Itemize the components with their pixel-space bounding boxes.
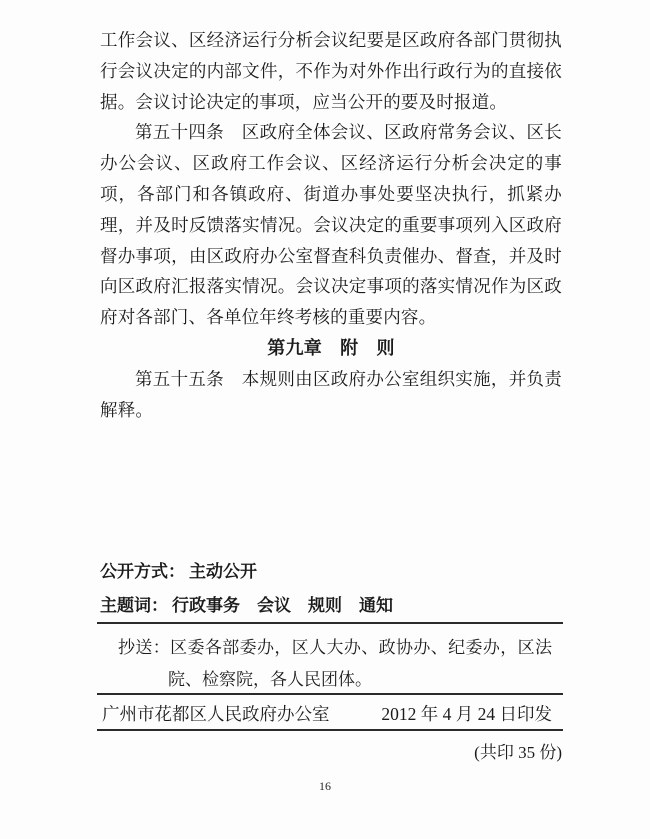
publicity-method-label: 公开方式： [100,562,185,581]
keywords-label: 主题词： [100,596,168,615]
keywords-line [100,591,563,616]
issuer-row [102,701,552,726]
cc-label: 抄送： [118,638,171,657]
print-copies: (共印 35 份) [474,743,562,762]
publicity-method-line [100,557,563,582]
divider-rule-middle [97,693,563,695]
cc-value: 区委各部委办，区人大办、政协办、纪委办，区法院、检察院，各人民团体。 [168,638,552,689]
divider-rule-bottom [97,729,563,731]
document-body [100,25,562,425]
publicity-method-value: 主动公开 [189,562,257,581]
article-55-paragraph: 第五十五条 本规则由区政府办公室组织实施，并负责解释。 [100,368,562,420]
continuation-paragraph: 工作会议、区经济运行分析会议纪要是区政府各部门贯彻执行会议决定的内部文件，不作为对外作出行政行为的直接依据。会议讨论决定的事项，应当公开的要及时报道。 [100,30,562,112]
chapter-9-heading: 第九章 附 则 [267,337,395,358]
page-number: 16 [319,779,331,793]
article-54-paragraph: 第五十四条 区政府全体会议、区政府常务会议、区长办公会议、区政府工作会议、区经济运行分析会决定的事项，各部门和各镇政府、街道办事处要坚决执行，抓紧办理，并及时反馈落实情况。会议决定的重要事项列入区政府督办事项，由区政府办公室督查科负责催办、督查，并及时向区政府汇报落实情况。会议决定事项的落实情况作为区政府对各部门、各单位年终考核的重要内容。 [100,122,562,328]
print-date: 2012 年 4 月 24 日印发 [381,704,552,724]
divider-rule-top [97,622,563,624]
cc-block [100,632,552,696]
keywords-value: 行政事务 会议 规则 通知 [172,596,393,615]
issuer-office: 广州市花都区人民政府办公室 [102,704,330,724]
